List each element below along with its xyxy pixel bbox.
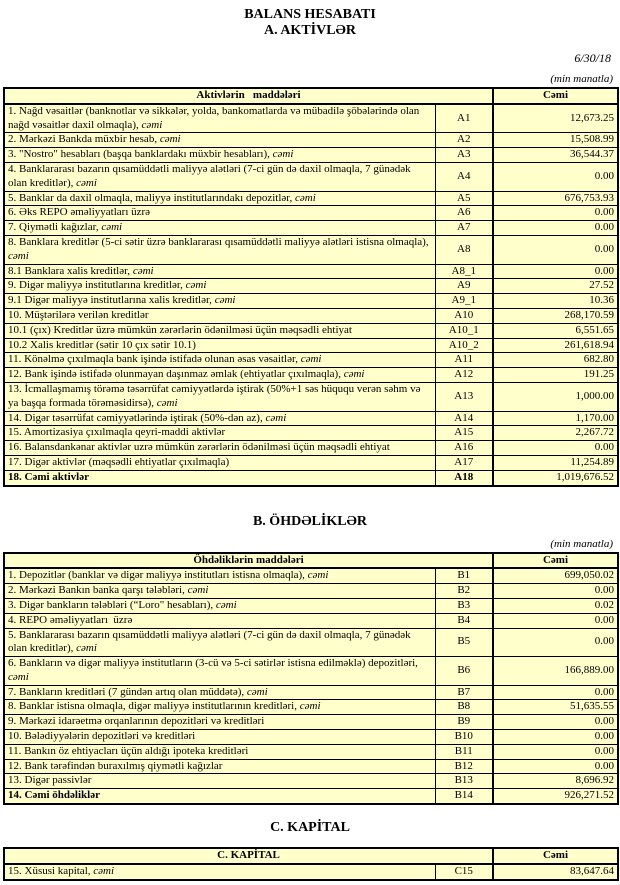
table-row (4, 148, 618, 163)
row-value: 51,635.55 (493, 700, 618, 715)
table-row (4, 279, 618, 294)
table-row (4, 715, 618, 730)
row-label: 5. Banklar da daxil olmaqla, maliyyə institutlarındakı depozitlər, cəmi (4, 191, 435, 206)
row-label-italic-suffix: cəmi (141, 118, 163, 131)
row-label: 18. Cəmi aktivlər (4, 470, 435, 485)
table-row (4, 584, 618, 599)
row-code: A5 (435, 191, 493, 206)
row-label: 17. Digər aktivlər (məqsədli ehtiyatlar çıxılmaqla) (4, 455, 435, 470)
row-label: 6. Əks REPO əməliyyatları üzrə (4, 206, 435, 221)
assets-table (3, 87, 619, 487)
row-label-italic-suffix: cəmi (295, 191, 316, 204)
row-label-italic-suffix: cəmi (246, 685, 268, 698)
row-label-italic-suffix: cəmi (265, 411, 287, 424)
row-label: 10.2 Xalis kreditlər (sətir 10 çıx sətir 10.1) (4, 338, 435, 353)
row-value: 1,019,676.52 (493, 470, 618, 485)
row-label-italic-suffix: cəmi (101, 221, 123, 234)
table-row (4, 744, 618, 759)
row-code: B1 (435, 568, 493, 583)
table-row (4, 206, 618, 221)
row-value: 8,696.92 (493, 774, 618, 789)
table-row (4, 426, 618, 441)
row-value: 12,673.25 (493, 104, 618, 133)
row-value: 0.00 (493, 584, 618, 599)
row-label: 9. Mərkəzi idarəetmə orqanlarının depozitləri və kreditləri (4, 715, 435, 730)
row-value: 36,544.37 (493, 148, 618, 163)
row-label: 15. Amortizasiya çıxılmaqla qeyri-maddi aktivlər (4, 426, 435, 441)
row-label: 10.1 (çıx) Kreditlər üzrə mümkün zərərlərin ödənilməsi üçün məqsədli ehtiyat (4, 323, 435, 338)
row-code: B11 (435, 744, 493, 759)
row-code: A12 (435, 368, 493, 383)
unit-note-liabilities: (min manatla) (550, 537, 613, 550)
page-subtitle: A. AKTİVLƏR (263, 23, 357, 38)
row-value: 6,551.65 (493, 323, 618, 338)
row-value: 1,000.00 (493, 382, 618, 411)
table-row (4, 657, 618, 686)
row-label-italic-suffix: cəmi (93, 864, 115, 877)
table-row (4, 353, 618, 368)
row-value: 0.00 (493, 715, 618, 730)
row-label: 9. Digər maliyyə institutlarına kreditlər, cəmi (4, 279, 435, 294)
row-label: 8. Banklara kreditlər (5-ci sətir üzrə banklararası qısamüddətli maliyyə alətləri istisna olmaqla), cəmi (4, 235, 435, 264)
row-value: 0.02 (493, 598, 618, 613)
row-label: 4. Banklararası bazarın qısamüddətli maliyyə alətləri (7-ci gün də daxil olmaqla, 7 günədək olan kreditlər), cəmi (4, 162, 435, 191)
row-value: 676,753.93 (493, 191, 618, 206)
section-heading-capital: C. KAPİTAL (270, 820, 350, 836)
table-row (4, 308, 618, 323)
row-value: 0.00 (493, 264, 618, 279)
row-value: 699,050.02 (493, 568, 618, 583)
row-label: 12. Bank tərəfindən buraxılmış qiymətli kağızlar (4, 759, 435, 774)
table-row (4, 264, 618, 279)
row-code: A10_1 (435, 323, 493, 338)
capital-header-row (4, 848, 618, 864)
table-row (4, 789, 618, 804)
row-label: 4. REPO əməliyyatları üzrə (4, 613, 435, 628)
row-label-italic-suffix: cəmi (8, 249, 29, 262)
row-label: 10. Bələdiyyələrin depozitləri və kreditləri (4, 730, 435, 745)
assets-items-header: Aktivlərin maddələri (4, 88, 493, 104)
row-value: 15,508.99 (493, 133, 618, 148)
section-heading-liabilities: B. ÖHDƏLİKLƏR (252, 513, 368, 529)
row-value: 0.00 (493, 235, 618, 264)
table-row (4, 598, 618, 613)
row-label-italic-suffix: cəmi (132, 264, 154, 277)
table-row (4, 235, 618, 264)
table-row (4, 338, 618, 353)
row-code: A16 (435, 441, 493, 456)
liabilities-table (3, 552, 619, 806)
row-value: 11,254.89 (493, 455, 618, 470)
row-label: 1. Depozitlər (banklar və digər maliyyə institutları istisna olmaqla), cəmi (4, 568, 435, 583)
row-label: 1. Nağd vəsaitlər (banknotlar və sikkələr, yolda, bankomatlarda və mübadilə şöbələrində olan nağd vəsaitlər daxil olmaqla), cəmi (4, 104, 435, 133)
capital-items-header: C. KAPİTAL (4, 848, 493, 864)
row-code: A9_1 (435, 294, 493, 309)
row-label-italic-suffix: cəmi (8, 670, 29, 683)
table-row (4, 411, 618, 426)
row-value: 2,267.72 (493, 426, 618, 441)
row-code: B9 (435, 715, 493, 730)
table-row (4, 759, 618, 774)
table-row (4, 470, 618, 485)
row-value: 0.00 (493, 206, 618, 221)
table-row (4, 685, 618, 700)
row-code: B5 (435, 628, 493, 657)
row-code: A4 (435, 162, 493, 191)
row-value: 0.00 (493, 730, 618, 745)
row-label-italic-suffix: cəmi (156, 396, 178, 409)
row-code: B7 (435, 685, 493, 700)
table-row (4, 700, 618, 715)
table-row (4, 441, 618, 456)
row-value: 0.00 (493, 221, 618, 236)
row-code: A13 (435, 382, 493, 411)
row-label: 8.1 Banklara xalis kreditlər, cəmi (4, 264, 435, 279)
row-label: 10. Müştərilərə verilən kreditlər (4, 308, 435, 323)
row-code: A9 (435, 279, 493, 294)
table-row (4, 613, 618, 628)
unit-note-assets: (min manatla) (550, 73, 613, 85)
table-row (4, 368, 618, 383)
row-label: 14. Digər təsərrüfat cəmiyyətlərində iştirak (50%-dən az), cəmi (4, 411, 435, 426)
row-value: 682.80 (493, 353, 618, 368)
page-title: BALANS HESABATI (244, 7, 376, 22)
row-code: A11 (435, 353, 493, 368)
row-code: A6 (435, 206, 493, 221)
row-label-italic-suffix: cəmi (159, 133, 181, 146)
row-label: 5. Banklararası bazarın qısamüddətli maliyyə alətləri (7-ci gün də daxil olmaqla, 7 günədək olan kreditlər), cəmi (4, 628, 435, 657)
row-label: 7. Qiymətli kağızlar, cəmi (4, 221, 435, 236)
row-code: B12 (435, 759, 493, 774)
row-code: A17 (435, 455, 493, 470)
table-row (4, 455, 618, 470)
row-label: 8. Banklar istisna olmaqla, digər maliyyə institutlarının kreditləri, cəmi (4, 700, 435, 715)
row-label: 3. "Nostro" hesabları (başqa banklardakı müxbir hesabları), cəmi (4, 148, 435, 163)
row-code: A1 (435, 104, 493, 133)
row-code: A2 (435, 133, 493, 148)
row-value: 0.00 (493, 628, 618, 657)
row-code: A15 (435, 426, 493, 441)
row-code: A14 (435, 411, 493, 426)
liabilities-items-header: Öhdəliklərin maddələri (4, 553, 493, 569)
table-row (4, 628, 618, 657)
row-code: C15 (435, 864, 493, 880)
row-label: 11. Bankın öz ehtiyacları üçün aldığı ipoteka kreditləri (4, 744, 435, 759)
row-value: 83,647.64 (493, 864, 618, 880)
row-code: B13 (435, 774, 493, 789)
row-code: A18 (435, 470, 493, 485)
liabilities-total-header: Cəmi (493, 553, 618, 569)
table-row (4, 191, 618, 206)
row-value: 268,170.59 (493, 308, 618, 323)
row-value: 27.52 (493, 279, 618, 294)
row-label: 2. Mərkəzi Bankın banka qarşı tələbləri, cəmi (4, 584, 435, 599)
row-code: A8 (435, 235, 493, 264)
row-value: 0.00 (493, 744, 618, 759)
row-code: A7 (435, 221, 493, 236)
row-value: 0.00 (493, 685, 618, 700)
table-row (4, 294, 618, 309)
row-code: B3 (435, 598, 493, 613)
row-code: A3 (435, 148, 493, 163)
row-label: 14. Cəmi öhdəliklər (4, 789, 435, 804)
row-label: 11. Könəlmə çıxılmaqla bank işində istifadə olunan əsas vəsaitlər, cəmi (4, 353, 435, 368)
table-row (4, 133, 618, 148)
row-label: 16. Balansdankənar aktivlər uzrə mümkün zərərlərin ödənilməsi üçün məqsədli ehtiyat (4, 441, 435, 456)
table-row (4, 221, 618, 236)
row-label: 12. Bank işində istifadə olunmayan daşınmaz əmlak (ehtiyatlar çıxılmaqla), cəmi (4, 368, 435, 383)
table-row (4, 864, 618, 880)
table-row (4, 568, 618, 583)
row-label: 13. İcmallaşmamış törəmə təsərrüfat cəmiyyətlərdə iştirak (50%+1 səs hüququ verən səhm və ya başqa formada törəməsidirsə), cəmi (4, 382, 435, 411)
capital-table (3, 847, 619, 881)
row-value: 191.25 (493, 368, 618, 383)
capital-total-header: Cəmi (493, 848, 618, 864)
liabilities-header-row (4, 553, 618, 569)
row-value: 0.00 (493, 613, 618, 628)
row-label: 15. Xüsusi kapital, cəmi (4, 864, 435, 880)
row-label-italic-suffix: cəmi (76, 176, 97, 189)
table-row (4, 323, 618, 338)
report-date: 6/30/18 (574, 51, 611, 65)
row-label-italic-suffix: cəmi (307, 569, 329, 582)
assets-total-header: Cəmi (493, 88, 618, 104)
row-label-italic-suffix: cəmi (214, 294, 236, 307)
row-value: 166,889.00 (493, 657, 618, 686)
row-value: 0.00 (493, 441, 618, 456)
table-row (4, 730, 618, 745)
row-label: 13. Digər passivlər (4, 774, 435, 789)
row-label-italic-suffix: cəmi (272, 148, 294, 161)
row-label-italic-suffix: cəmi (299, 700, 321, 713)
row-code: B6 (435, 657, 493, 686)
row-label: 7. Bankların kreditləri (7 gündən artıq olan müddətə), cəmi (4, 685, 435, 700)
table-row (4, 162, 618, 191)
row-value: 0.00 (493, 162, 618, 191)
table-row (4, 382, 618, 411)
row-label-italic-suffix: cəmi (187, 584, 209, 597)
row-label: 9.1 Digər maliyyə institutlarına xalis kreditlər, cəmi (4, 294, 435, 309)
row-value: 926,271.52 (493, 789, 618, 804)
row-label-italic-suffix: cəmi (300, 353, 322, 366)
row-code: B2 (435, 584, 493, 599)
row-label-italic-suffix: cəmi (185, 279, 207, 292)
row-label-italic-suffix: cəmi (215, 598, 237, 611)
row-code: B4 (435, 613, 493, 628)
row-label: 3. Digər bankların tələbləri (“Loro" hesabları), cəmi (4, 598, 435, 613)
row-label-italic-suffix: cəmi (76, 642, 97, 655)
row-label: 6. Bankların və digər maliyyə institutların (3-cü və 5-ci sətirlər istisna edilməklə) depozitləri, cəmi (4, 657, 435, 686)
row-value: 10.36 (493, 294, 618, 309)
row-label-italic-suffix: cəmi (343, 368, 365, 381)
row-value: 261,618.94 (493, 338, 618, 353)
row-value: 1,170.00 (493, 411, 618, 426)
row-code: B8 (435, 700, 493, 715)
row-code: A10 (435, 308, 493, 323)
row-code: A8_1 (435, 264, 493, 279)
row-label: 2. Mərkəzi Bankda müxbir hesab, cəmi (4, 133, 435, 148)
row-value: 0.00 (493, 759, 618, 774)
row-code: A10_2 (435, 338, 493, 353)
row-code: B10 (435, 730, 493, 745)
table-row (4, 774, 618, 789)
row-code: B14 (435, 789, 493, 804)
assets-header-row (4, 88, 618, 104)
table-row (4, 104, 618, 133)
